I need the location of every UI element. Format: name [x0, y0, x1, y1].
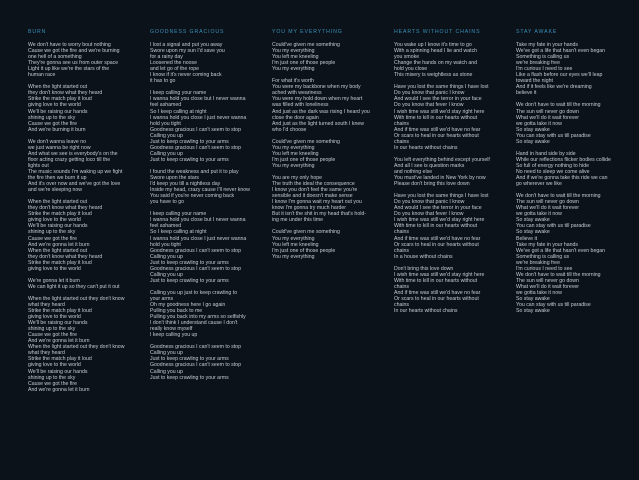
lyric-line: The sun will never go down	[516, 108, 579, 115]
lyric-line: Could've given me something	[272, 138, 340, 145]
lyric-line: You were my backbone when my body	[272, 84, 361, 91]
lyric-line: So stay awake	[516, 126, 550, 133]
lyric-line: Change the hands on my watch and	[394, 60, 478, 67]
lyric-line: giving love to the world	[28, 217, 81, 224]
lyric-line: hold you close	[394, 66, 428, 73]
lyric-line: You are my only hope	[272, 175, 322, 182]
lyric-line: Calling you up	[150, 253, 183, 260]
lyric-line: shining up to the sky	[28, 114, 76, 121]
lyric-line: chains	[394, 302, 409, 309]
lyric-line: So I keep calling at night	[150, 108, 207, 115]
lyric-line: Loosened the noose	[150, 60, 198, 67]
lyric-line: the fire then we burn it up	[28, 175, 87, 182]
lyric-line: and let go of the rope	[150, 66, 200, 73]
lyric-line: giving love to the world	[28, 102, 81, 109]
lyric-line: close the door again	[272, 114, 319, 121]
lyric-line: We don't have to worry bout nothing	[28, 42, 111, 48]
lyric-line: And we're gonna let it burn	[28, 241, 90, 248]
lyric-line: Do you know that fever I know	[394, 102, 464, 109]
lyric-line: Do you know that panic I know	[394, 90, 465, 97]
lyric-line: We'll be raising our hands	[28, 223, 88, 230]
lyric-line: You left me kneeling	[272, 241, 319, 248]
lyric-line: Strike the match play it loud	[28, 308, 92, 315]
song-lyrics	[516, 42, 628, 314]
lyric-line: ing me under this time	[272, 217, 324, 224]
lyric-line: I know I'm gonna wait my heart out you	[272, 199, 362, 206]
lyric-line: You my everything	[272, 253, 315, 260]
lyric-line: chains	[394, 229, 409, 236]
lyric-line: Pulling you back to me	[150, 308, 203, 315]
lyric-line: Oh my goodness here I go again	[150, 302, 226, 309]
lyric-line: You left everything behind except yourself	[394, 156, 490, 163]
lyric-line: I keep calling you up	[150, 332, 198, 339]
lyric-line: Just to keep crawling to your arms	[150, 156, 229, 163]
lyric-line: we just wanna be right now	[28, 144, 91, 151]
lyric-line: sensible and it doesn't make sense	[272, 193, 353, 200]
lyric-line: When the light started out	[28, 247, 88, 254]
lyric-line: we gotta take it now	[516, 211, 562, 218]
lyric-line: floor acting crazy getting loco till the	[28, 156, 111, 163]
lyric-line: And all I see is question marks	[394, 162, 465, 169]
lyric-line: I lost a signal and put you away	[150, 42, 223, 48]
lyric-line: they don't know what they heard	[28, 253, 103, 260]
song-lyrics	[272, 42, 384, 260]
lyric-line: Goodness gracious I can't seem to stop	[150, 362, 241, 369]
lyric-line: Calling you up	[150, 150, 183, 157]
lyric-line: I keep calling your name	[150, 211, 207, 218]
song-title: STAY AWAKE	[516, 29, 558, 35]
lyric-line: I wish time was still we'd stay right here	[394, 217, 485, 224]
song-title: YOU MY EVERYTHING	[272, 29, 343, 35]
lyric-line: In a house without chains	[394, 253, 453, 260]
lyric-line: Pulling you back into my arms so selfishly	[150, 314, 246, 321]
lyric-line: I wish time was still we'd stay right here	[394, 271, 485, 278]
lyric-line: What we'll do it wait forever	[516, 205, 579, 212]
lyric-line: what they heard	[28, 350, 65, 357]
lyric-line: We're gonna let it burn	[28, 277, 80, 284]
song-column-you-my-everything	[272, 29, 384, 260]
lyric-line: Or scars to heal in our hearts without	[394, 132, 479, 139]
lyric-line: Strike the match play it loud	[28, 356, 92, 363]
lyric-line: you have to go	[150, 199, 185, 206]
lyric-line: Calling you up	[150, 271, 183, 278]
lyric-line: Goodness gracious I can't seem to stop	[150, 126, 241, 133]
lyric-line: Could've given me something	[272, 42, 340, 48]
lyric-line: Or scars to heal in our hearts without	[394, 295, 479, 302]
lyric-line: And we're gonna let it burn	[28, 338, 90, 345]
lyric-line: Strike the match play it loud	[28, 259, 92, 266]
lyric-line: I wanna hold you close I just never wanna	[150, 114, 247, 121]
lyric-line: So stay awake	[516, 217, 550, 224]
lyric-line: Just to keep crawling to your arms	[150, 277, 229, 284]
song-title: BURN	[28, 29, 47, 35]
lyric-line: And it's over now and we've got the love	[28, 181, 121, 188]
lyric-line: Calling you up	[150, 132, 183, 139]
lyric-line: You wake up I know it's time to go	[394, 42, 472, 48]
lyric-line: Swore upon my sun I'd save you	[150, 48, 225, 55]
lyric-line: I don't think I understand cause I don't	[150, 320, 238, 327]
lyric-line: it has to go	[150, 78, 176, 85]
lyric-line: With time to kill in our hearts without	[394, 277, 478, 284]
lyric-line: Have you lost the same things I have lost	[394, 193, 489, 200]
lyric-line: Light it up like we're the stars of the	[28, 66, 110, 73]
lyric-line: We've got a life that hasn't even began	[516, 247, 605, 254]
lyric-line: Goodness gracious I can't seem to stop	[150, 344, 241, 351]
lyric-line: What we'll do it wait forever	[516, 283, 579, 290]
lyric-line: So stay awake	[516, 138, 550, 145]
lyric-line: feel ashamed	[150, 102, 182, 109]
lyric-line: for a rainy day	[150, 54, 183, 61]
lyric-line: While our reflections flicker bodies collide	[516, 156, 611, 163]
lyric-line: You left me kneeling	[272, 150, 319, 157]
lyric-line: In our hearts without chains	[394, 308, 458, 315]
lyric-line: they don't know what they heard	[28, 90, 103, 97]
lyric-line: Do you know that fever I know	[394, 211, 464, 218]
lyric-line: You my everything	[272, 235, 315, 242]
lyric-line: chains	[394, 247, 409, 254]
lyric-line: Inside my head, crazy cause I'll never know	[150, 187, 250, 194]
song-column-burn	[28, 29, 140, 393]
lyric-line: Or scars to heal in our hearts without	[394, 241, 479, 248]
lyric-line: I'm just one of those people	[272, 60, 336, 67]
lyric-line: We don't have to wait till the morning	[516, 193, 601, 200]
lyric-line: You my everything	[272, 66, 315, 73]
lyric-line: When the light started out	[28, 199, 88, 206]
lyric-line: Do you know that panic I know	[394, 199, 465, 206]
lyric-line: In our hearts without chains	[394, 144, 458, 151]
lyric-line: human race	[28, 72, 56, 79]
lyric-line: chains	[394, 283, 409, 290]
lyric-line: We don't have to wait till the morning	[516, 271, 601, 278]
lyric-line: and we're sleeping now	[28, 187, 83, 194]
lyric-line: who I'd choose	[272, 126, 307, 133]
lyric-line: Could've given me something	[272, 229, 340, 236]
lyric-line: So stay awake	[516, 229, 550, 236]
lyric-line: chains	[394, 138, 409, 145]
lyric-line: Calling you up just to keep crawling to	[150, 289, 238, 296]
song-column-hearts-without-chains	[394, 29, 506, 314]
song-title: HEARTS WITHOUT CHAINS	[394, 29, 481, 35]
lyric-line: Something is calling us	[516, 54, 570, 61]
lyric-line: Calling you up	[150, 368, 183, 375]
lyric-line: And what we see is everybody's on the	[28, 150, 118, 157]
lyric-line: The sun will never go down	[516, 277, 579, 284]
lyric-line: Believe it	[516, 235, 538, 242]
lyric-line: know I'm gonna try much harder	[272, 205, 346, 212]
lyric-line: Take my fate in your hands	[516, 42, 578, 48]
lyric-line: I know if it's never coming back	[150, 72, 222, 79]
lyric-line: Goodness gracious I can't seem to stop	[150, 144, 241, 151]
lyric-line: Take my fate in your hands	[516, 241, 578, 248]
lyric-line: I wanna hold you close but I never wanna	[150, 96, 246, 103]
lyric-line: Calling you up	[150, 350, 183, 357]
lyric-line: Strike the match play it loud	[28, 96, 92, 103]
lyric-line: We'll be raising our hands	[28, 320, 88, 327]
lyric-line: Cause we got the fire	[28, 332, 78, 339]
lyric-line: And if time was still we'd have no fear	[394, 126, 481, 133]
lyric-line: When the light started out they don't know	[28, 344, 125, 351]
lyric-line: With time to kill in our hearts without	[394, 114, 478, 121]
lyric-line: Just to keep crawling to your arms	[150, 138, 229, 145]
lyric-line: You my everything	[272, 144, 315, 151]
lyric-line: With time to kill in our hearts without	[394, 223, 478, 230]
lyric-line: I wanna hold you close but I never wanna	[150, 217, 246, 224]
lyric-line: They're gonna see us from outer space	[28, 60, 119, 67]
lyric-line: Something is calling us	[516, 253, 570, 260]
lyric-line: giving love to the world	[28, 314, 81, 321]
lyric-line: hold you tight	[150, 241, 181, 248]
lyric-line: You said if you're never coming back	[150, 193, 235, 200]
lyric-line: I'm curious I need to see	[516, 265, 573, 272]
lyric-line: We'll be raising our hands	[28, 368, 88, 375]
lyric-line: We don't have to wait till the morning	[516, 102, 601, 109]
lyric-line: your arms	[150, 295, 174, 302]
lyric-line: For what it's worth	[272, 78, 314, 85]
lyric-line: So stay awake	[516, 295, 550, 302]
lyric-line: The music sounds I'm waking up we fight	[28, 168, 123, 175]
lyric-line: When the light started out	[28, 84, 88, 91]
lyric-line: Just to keep crawling to your arms	[150, 259, 229, 266]
lyric-line: I wish time was still we'd stay right here	[394, 108, 485, 115]
lyric-line: I wanna hold you close I just never wanna	[150, 235, 247, 242]
lyric-line: you smoke	[394, 54, 420, 61]
lyric-line: Cause we got the fire	[28, 235, 78, 242]
lyric-line: Cause we got the fire	[28, 380, 78, 387]
lyric-line: You can stay with us till paradise	[516, 223, 591, 230]
lyric-line: lights out	[28, 162, 49, 169]
lyric-line: one hell of a something	[28, 54, 82, 61]
lyric-line: The truth the ideal the consequence	[272, 181, 355, 188]
lyric-line: We've got a life that hasn't even began	[516, 48, 605, 55]
lyric-line: I keep calling your name	[150, 90, 207, 97]
lyric-line: And just as the dark was rising I heard you	[272, 108, 370, 115]
lyric-line: With a spinning head I lie and watch	[394, 48, 478, 55]
lyric-line: The sun will never go down	[516, 199, 579, 206]
song-lyrics	[150, 42, 262, 381]
lyric-line: No need to sleep we come alive	[516, 168, 590, 175]
lyric-line: Goodness gracious I can't seem to stop	[150, 247, 241, 254]
lyric-line: toward the night	[516, 78, 553, 85]
song-column-stay-awake	[516, 29, 628, 314]
lyric-line: Have you lost the same things I have lost	[394, 84, 489, 91]
lyric-line: I'm curious I need to see	[516, 66, 573, 73]
lyric-line: ached with weariness	[272, 90, 322, 97]
lyric-line: I'm just one of those people	[272, 156, 336, 163]
lyric-line: You my everything	[272, 162, 315, 169]
lyric-line: You can stay with us till paradise	[516, 302, 591, 309]
song-lyrics	[28, 42, 140, 393]
lyric-line: And we're burning it burn	[28, 126, 86, 133]
lyric-line: We don't wanna leave no	[28, 138, 86, 145]
lyric-line: Like a flash before our eyes we'll leap	[516, 72, 603, 79]
lyric-line: they don't know what they heard	[28, 205, 103, 212]
lyric-line: And if it feels like we're dreaming	[516, 84, 592, 91]
lyric-line: And if time was still we'd have no fear	[394, 235, 481, 242]
lyric-line: shining up to the sky	[28, 326, 76, 333]
lyric-line: You my everything	[272, 48, 315, 55]
lyric-line: You can stay with us till paradise	[516, 132, 591, 139]
song-title: GOODNESS GRACIOUS	[150, 29, 225, 35]
lyric-line: Hand in hand side by side	[516, 150, 576, 157]
lyric-line: what they heard	[28, 302, 65, 309]
lyric-line: Strike the match play it loud	[28, 211, 92, 218]
lyric-line: really know myself	[150, 326, 193, 333]
lyric-line: When the light started out they don't know	[28, 295, 125, 302]
lyric-line: Just to keep crawling to your arms	[150, 374, 229, 381]
lyric-line: We can light it up so they can't put it out	[28, 283, 120, 290]
song-column-goodness-gracious	[150, 29, 262, 381]
lyric-line: believe it	[516, 90, 537, 97]
lyric-line: Swore upon the stars	[150, 175, 200, 182]
lyric-line: Cause we got the fire	[28, 120, 78, 127]
lyric-line: So I keep calling at night	[150, 229, 207, 236]
lyric-line: go wherever we like	[516, 181, 562, 188]
lyric-line: And just as the light turned south I knew	[272, 120, 364, 127]
lyric-line: I found the weakness and put it to play	[150, 168, 239, 175]
lyric-line: and nothing else	[394, 168, 433, 175]
lyric-line: And if we're gonna take this ride we can	[516, 175, 608, 182]
lyric-line: I'm just one of those people	[272, 247, 336, 254]
lyric-line: hold you tight	[150, 120, 181, 127]
lyric-line: This misery is weightless as stone	[394, 72, 473, 79]
lyric-line: Please don't bring this love down	[394, 181, 470, 188]
lyric-line: giving love to the world	[28, 362, 81, 369]
lyric-line: You left me kneeling	[272, 54, 319, 61]
lyric-line: You must've landed in New York by now	[394, 175, 486, 182]
lyric-line: we gotta take it now	[516, 289, 562, 296]
lyric-line: giving love to the world	[28, 265, 81, 272]
lyric-line: we're breaking free	[516, 60, 560, 67]
lyric-line: I'd keep you till a nightless day	[150, 181, 221, 188]
lyric-line: And we're gonna let it burn	[28, 386, 90, 393]
lyric-line: What we'll do it wait forever	[516, 114, 579, 121]
lyric-line: we gotta take it now	[516, 120, 562, 127]
lyric-line: But it isn't the shit in my head that's hold-	[272, 211, 366, 218]
lyric-line: And if time was still we'd have no fear	[394, 289, 481, 296]
lyric-line: And would I see the terror in your face	[394, 205, 482, 212]
lyric-line: So stay awake	[516, 308, 550, 315]
lyric-line: feel ashamed	[150, 223, 182, 230]
lyric-line: shining up to the sky	[28, 374, 76, 381]
lyric-line: So full of energy nothing to hide	[516, 162, 589, 169]
lyric-line: Just to keep crawling to your arms	[150, 356, 229, 363]
song-lyrics	[394, 42, 506, 314]
lyric-line: I know you don't feel the same you're	[272, 187, 358, 194]
lyric-line: And would I see the terror in your face	[394, 96, 482, 103]
lyric-line: We'll be raising our hands	[28, 108, 88, 115]
lyric-line: Cause we got the fire and we're burning	[28, 48, 120, 55]
lyric-line: was filled with loneliness	[272, 102, 329, 109]
lyric-line: Don't bring this love down	[394, 265, 454, 272]
lyric-line: shining up to the sky	[28, 229, 76, 236]
lyric-line: You were my hold down when my heart	[272, 96, 363, 103]
lyric-line: Goodness gracious I can't seem to stop	[150, 265, 241, 272]
lyric-line: we're breaking free	[516, 259, 560, 266]
lyric-line: chains	[394, 120, 409, 127]
